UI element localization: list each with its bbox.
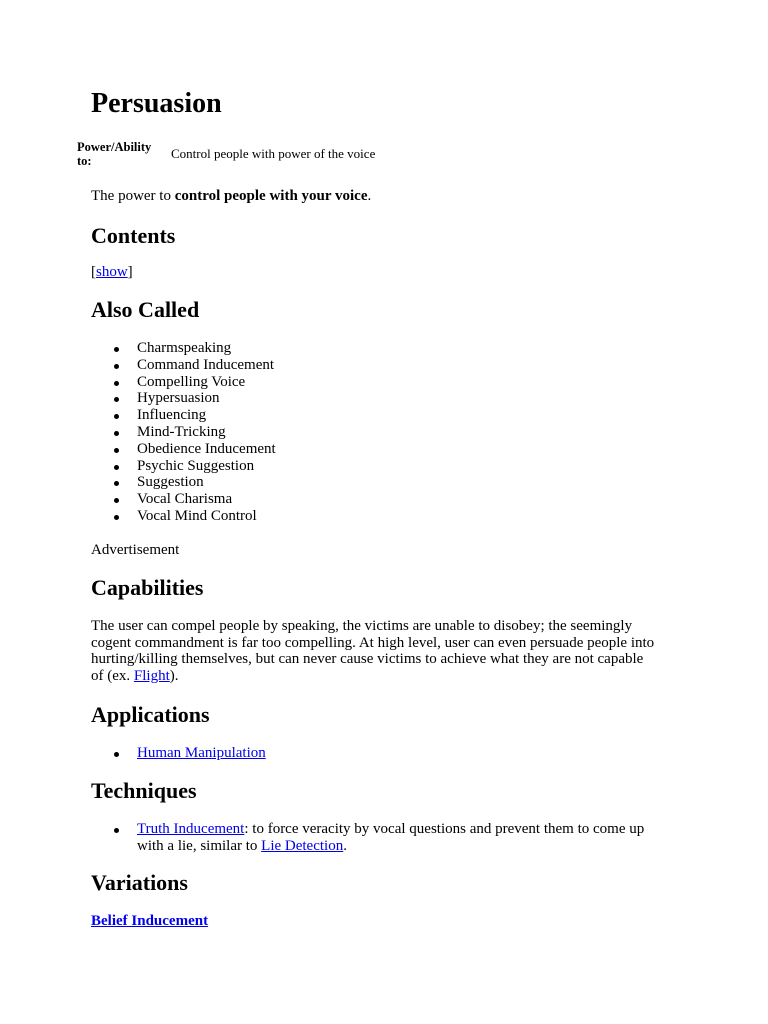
bullet-icon bbox=[114, 515, 119, 520]
contents-show-link[interactable]: show bbox=[96, 264, 128, 280]
bullet-icon bbox=[114, 364, 119, 369]
contents-toggle bbox=[91, 264, 133, 281]
bullet-icon bbox=[114, 828, 119, 833]
technique-text: : to force veracity by vocal questions and prevent them to come up bbox=[244, 821, 645, 837]
bullet-icon bbox=[114, 465, 119, 470]
list-item bbox=[91, 745, 266, 762]
technique-text-after: . bbox=[343, 837, 347, 854]
variations-heading: Variations bbox=[91, 870, 188, 895]
page-title: Persuasion bbox=[91, 88, 222, 119]
technique-line-1 bbox=[137, 821, 697, 838]
bullet-icon bbox=[114, 347, 119, 352]
bullet-icon bbox=[114, 498, 119, 503]
capabilities-line: cogent commandment is far too compelling. At high level, user can even persuade people into bbox=[91, 634, 655, 651]
list-item-label: Obedience Inducement bbox=[137, 440, 276, 457]
applications-list bbox=[91, 745, 266, 762]
list-item bbox=[91, 508, 276, 525]
capabilities-line-4 bbox=[91, 668, 691, 685]
list-item bbox=[91, 357, 276, 374]
intro-bold-text: control people with your voice bbox=[174, 188, 368, 204]
capabilities-line4-after: ). bbox=[169, 668, 179, 685]
list-item-label: Vocal Charisma bbox=[137, 491, 233, 508]
bullet-icon bbox=[114, 431, 119, 436]
list-item-label: Command Inducement bbox=[137, 356, 275, 373]
bullet-icon bbox=[114, 752, 119, 757]
bullet-icon bbox=[114, 414, 119, 419]
flight-link[interactable]: Flight bbox=[133, 668, 170, 685]
list-item bbox=[91, 407, 276, 424]
list-item bbox=[91, 821, 697, 855]
intro-paragraph bbox=[91, 188, 371, 205]
contents-heading: Contents bbox=[91, 223, 176, 248]
bullet-icon bbox=[114, 397, 119, 402]
list-item bbox=[91, 474, 276, 491]
list-item-label: Suggestion bbox=[137, 474, 204, 491]
techniques-heading: Techniques bbox=[91, 778, 197, 803]
intro-text-after: . bbox=[367, 188, 372, 204]
bullet-icon bbox=[114, 381, 119, 386]
list-item-label: Influencing bbox=[137, 407, 207, 424]
bullet-icon bbox=[114, 481, 119, 486]
capabilities-line: The user can compel people by speaking, the victims are unable to disobey; the seemingly bbox=[91, 618, 633, 634]
applications-heading: Applications bbox=[91, 702, 210, 727]
list-item bbox=[91, 441, 276, 458]
capabilities-heading: Capabilities bbox=[91, 575, 204, 600]
also-called-list bbox=[91, 340, 276, 525]
truth-inducement-link[interactable]: Truth Inducement bbox=[137, 821, 245, 837]
contents-open-bracket: [ bbox=[91, 264, 96, 280]
technique-line-2 bbox=[137, 838, 697, 855]
advertisement-label: Advertisement bbox=[91, 542, 180, 558]
power-label: Power/Ability to: bbox=[77, 140, 152, 168]
power-value: Control people with power of the voice bbox=[171, 146, 376, 161]
capabilities-paragraph bbox=[91, 618, 691, 685]
list-item bbox=[91, 374, 276, 391]
also-called-heading: Also Called bbox=[91, 297, 200, 322]
capabilities-line4-before: of (ex. bbox=[91, 668, 134, 685]
list-item-label: Compelling Voice bbox=[137, 373, 246, 390]
techniques-list bbox=[91, 821, 697, 855]
capabilities-line: hurting/killing themselves, but can never cause victims to achieve what they are not capable bbox=[91, 651, 644, 668]
list-item bbox=[91, 390, 276, 407]
intro-text-before: The power to bbox=[91, 188, 175, 204]
bullet-icon bbox=[114, 448, 119, 453]
list-item bbox=[91, 340, 276, 357]
lie-detection-link[interactable]: Lie Detection bbox=[261, 837, 344, 854]
list-item-label: Hypersuasion bbox=[137, 390, 220, 407]
list-item bbox=[91, 424, 276, 441]
list-item bbox=[91, 491, 276, 508]
belief-inducement-link[interactable]: Belief Inducement bbox=[91, 913, 209, 929]
human-manipulation-link[interactable]: Human Manipulation bbox=[137, 745, 266, 761]
list-item-label: Psychic Suggestion bbox=[137, 457, 255, 474]
contents-close-bracket: ] bbox=[127, 264, 133, 280]
technique-text-before: with a lie, similar to bbox=[137, 837, 262, 854]
list-item-label: Vocal Mind Control bbox=[137, 507, 257, 524]
list-item bbox=[91, 458, 276, 475]
list-item-label: Charmspeaking bbox=[137, 340, 232, 356]
list-item-label: Mind-Tricking bbox=[137, 423, 226, 440]
